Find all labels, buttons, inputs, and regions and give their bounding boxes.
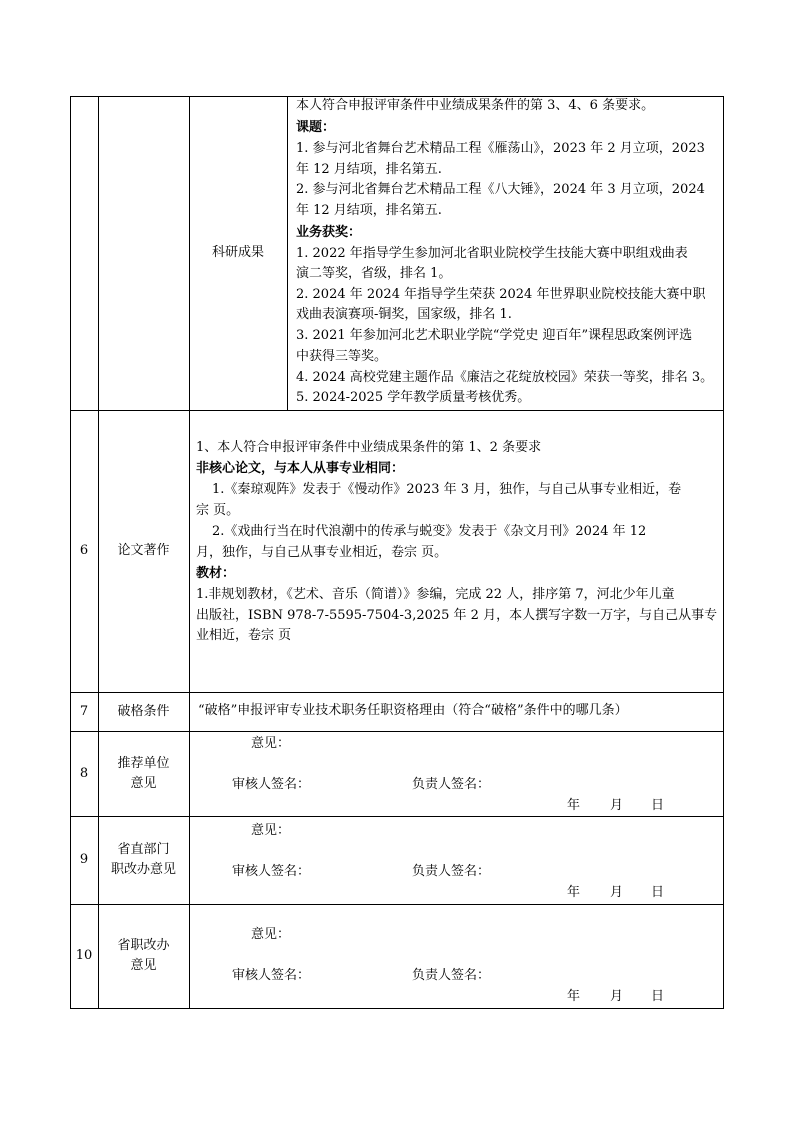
reviewer-signature-label: 审核人签名： [232,968,311,983]
reviewer-signature-label: 审核人签名： [232,864,311,879]
date-day: 日 [651,989,665,1004]
opinion-label [98,816,189,904]
papers-line: 1.非规划教材，《艺术、音乐（简谱）》参编，完成 22 人，排序第 7，河北少年儿童 [196,587,675,602]
research-line: 2. 2024 年 2024 年指导学生荣获 2024 年世界职业院校技能大赛中职 [296,287,706,302]
table-rule [287,96,288,411]
papers-line: 月，独作，与自己从事专业相近，卷宗 页。 [196,545,448,560]
reviewer-signature-label: 审核人签名： [232,777,311,792]
row-number: 7 [79,703,89,719]
papers-line: 宗 页。 [196,503,240,518]
papers-line: 出版社，ISBN 978-7-5595-7504-3,2025 年 2 月，本人撰写字数一万字，与自己从事专 [196,608,718,623]
research-heading-awards: 业务获奖： [296,225,362,240]
row-number: 8 [79,765,89,781]
leader-signature-label: 负责人签名： [412,968,491,983]
opinion-prompt: 意见： [251,736,291,751]
research-line: 5. 2024-2025 学年教学质量考核优秀。 [296,390,531,405]
opinion-label-line: 推荐单位 [117,755,170,771]
papers-line: 2.《戏曲行当在时代浪潮中的传承与蜕变》发表于《杂文月刊》2024 年 12 [212,524,647,539]
date-month: 月 [610,989,624,1004]
papers-label: 论文著作 [117,543,170,558]
research-line: 4. 2024 高校党建主题作品《廉洁之花绽放校园》荣获一等奖，排名 3。 [296,370,714,385]
row-number: 10 [75,948,93,963]
date-year: 年 [567,798,581,813]
date-month: 月 [610,798,624,813]
research-line: 戏曲表演赛项-铜奖，国家级，排名 1. [296,307,512,322]
date-day: 日 [651,885,665,900]
row-number: 6 [79,543,89,558]
opinion-prompt: 意见： [251,927,291,942]
row-number: 9 [79,852,89,867]
research-heading-topics: 课题： [296,120,336,135]
opinion-label-line: 意见 [130,775,157,791]
opinion-label [98,731,189,816]
opinion-label-line: 省直部门 [117,842,170,857]
research-line: 中获得三等奖。 [296,349,388,364]
research-line: 2. 参与河北省舞台艺术精品工程《八大锤》，2024 年 3 月立项，2024 [296,182,705,197]
papers-heading-textbook: 教材： [196,566,236,581]
research-line: 1. 2022 年指导学生参加河北省职业院校学生技能大赛中职组戏曲表 [296,246,688,261]
research-line: 本人符合申报评审条件中业绩成果条件的第 3、4、6 条要求。 [296,98,655,113]
opinion-prompt: 意见： [251,823,291,838]
table-rule [70,1008,724,1009]
opinion-label-line: 省职改办 [117,938,170,953]
research-line: 年 12 月结项，排名第五. [296,162,442,177]
papers-line: 业相近，卷宗 页 [196,628,292,643]
date-day: 日 [651,798,665,813]
research-label: 科研成果 [211,245,264,260]
research-line: 演二等奖，省级，排名 1。 [296,266,452,281]
opinion-label-line: 职改办意见 [110,862,176,877]
leader-signature-label: 负责人签名： [412,864,491,879]
opinion-label-line: 意见 [130,958,157,973]
research-line: 年 12 月结项，排名第五. [296,203,442,218]
date-month: 月 [610,885,624,900]
papers-line: 1、本人符合申报评审条件中业绩成果条件的第 1、2 条要求 [196,440,542,455]
date-year: 年 [567,885,581,900]
leader-signature-label: 负责人签名： [412,777,491,792]
exceptional-text: “破格”申报评审专业技术职务任职资格理由（符合“破格”条件中的哪几条） [198,703,628,718]
opinion-label [98,904,189,1008]
research-line: 1. 参与河北省舞台艺术精品工程《雁荡山》，2023 年 2 月立项，2023 [296,141,705,156]
papers-line: 1.《秦琼观阵》发表于《慢动作》2023 年 3 月，独作，与自己从事专业相近，卷 [212,482,682,497]
table-rule [723,96,724,1009]
date-year: 年 [567,989,581,1004]
papers-heading-nonCore: 非核心论文，与本人从事专业相同： [196,461,405,476]
research-line: 3. 2021 年参加河北艺术职业学院“学党史 迎百年”课程思政案例评选 [296,328,693,343]
exceptional-label: 破格条件 [117,703,170,719]
